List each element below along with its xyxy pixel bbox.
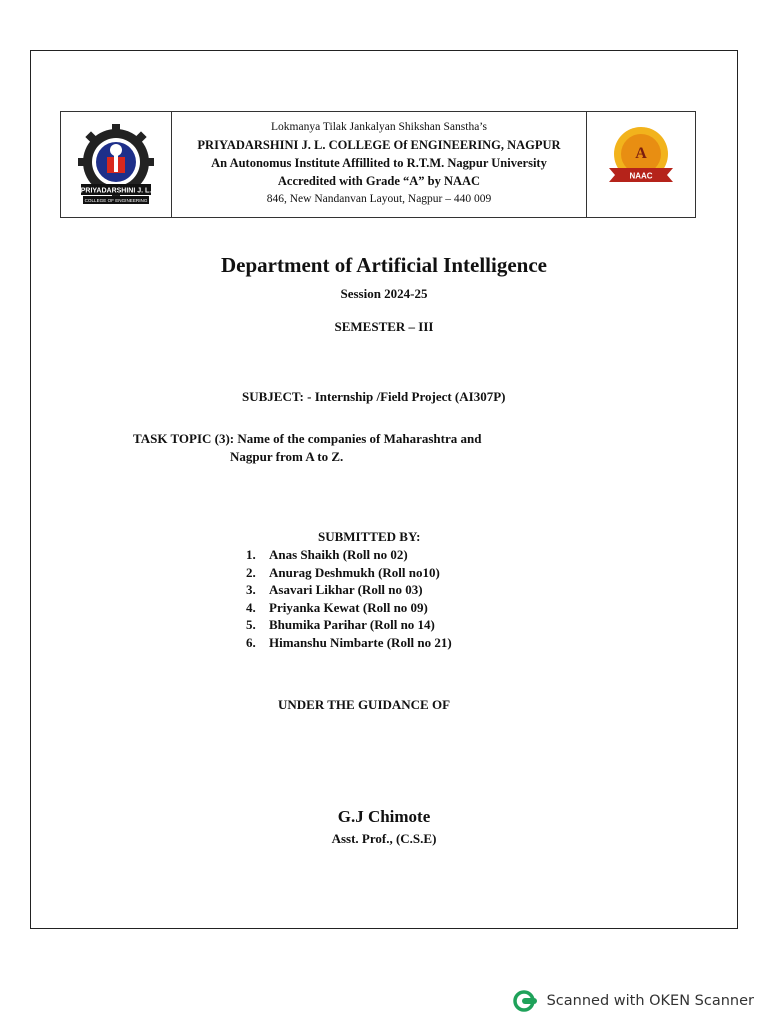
list-item: 6. Himanshu Nimbarte (Roll no 21) xyxy=(246,634,452,650)
member-name: Himanshu Nimbarte (Roll no 21) xyxy=(269,634,452,650)
guidance-heading: UNDER THE GUIDANCE OF xyxy=(278,697,451,712)
logo-sub-text: COLLEGE OF ENGINEERING xyxy=(84,198,148,203)
autonomy-line: An Autonomus Institute Affillited to R.T.M. Nagpur University xyxy=(211,156,547,170)
college-name: PRIYADARSHINI J. L. COLLEGE Of ENGINEERING, NAGPUR xyxy=(197,138,561,152)
member-name: Anurag Deshmukh (Roll no10) xyxy=(269,564,440,580)
college-logo-icon xyxy=(61,112,171,219)
header-text xyxy=(172,112,586,217)
task-topic xyxy=(133,430,553,466)
submitted-by-heading: SUBMITTED BY: xyxy=(318,529,421,544)
member-list xyxy=(246,546,452,651)
member-name: Bhumika Parihar (Roll no 14) xyxy=(269,617,435,632)
semester: SEMESTER – III xyxy=(334,319,434,334)
member-name: Anas Shaikh (Roll no 02) xyxy=(269,547,408,562)
college-logo xyxy=(61,112,172,217)
guide-name: G.J Chimote xyxy=(337,807,431,826)
naac-badge-icon xyxy=(587,112,695,219)
list-item: 5. Bhumika Parihar (Roll no 14) xyxy=(246,617,435,632)
list-item: 2. Anurag Deshmukh (Roll no10) xyxy=(246,564,440,580)
task-topic-line-1: TASK TOPIC (3): Name of the companies of Maharashtra and xyxy=(133,431,482,446)
address-line: 846, New Nandanvan Layout, Nagpur – 440 009 xyxy=(266,193,492,205)
naac-grade: A xyxy=(635,145,647,162)
naac-logo xyxy=(586,112,695,217)
list-item: 4. Priyanka Kewat (Roll no 09) xyxy=(246,599,428,615)
logo-banner-text: PRIYADARSHINI J. L. xyxy=(80,187,152,195)
subject-line: SUBJECT: - Internship /Field Project (AI307P) xyxy=(242,389,506,404)
naac-label: NAAC xyxy=(629,171,653,181)
session: Session 2024-25 xyxy=(340,286,428,301)
society-name: Lokmanya Tilak Jankalyan Shikshan Sanstha’s xyxy=(271,121,487,133)
scanner-text: Scanned with OKEN Scanner xyxy=(546,993,754,1009)
accreditation-line: Accredited with Grade “A” by NAAC xyxy=(277,174,481,188)
oken-scanner-icon xyxy=(513,990,539,1012)
member-name: Priyanka Kewat (Roll no 09) xyxy=(269,599,428,615)
scanner-watermark xyxy=(513,990,754,1012)
task-topic-line-2: Nagpur from A to Z. xyxy=(230,449,344,464)
guide-title: Asst. Prof., (C.S.E) xyxy=(331,831,437,846)
department-title: Department of Artificial Intelligence xyxy=(221,253,547,277)
member-name: Asavari Likhar (Roll no 03) xyxy=(269,582,423,597)
list-item: 1. Anas Shaikh (Roll no 02) xyxy=(246,547,408,562)
college-header xyxy=(60,111,696,218)
list-item: 3. Asavari Likhar (Roll no 03) xyxy=(246,582,423,597)
